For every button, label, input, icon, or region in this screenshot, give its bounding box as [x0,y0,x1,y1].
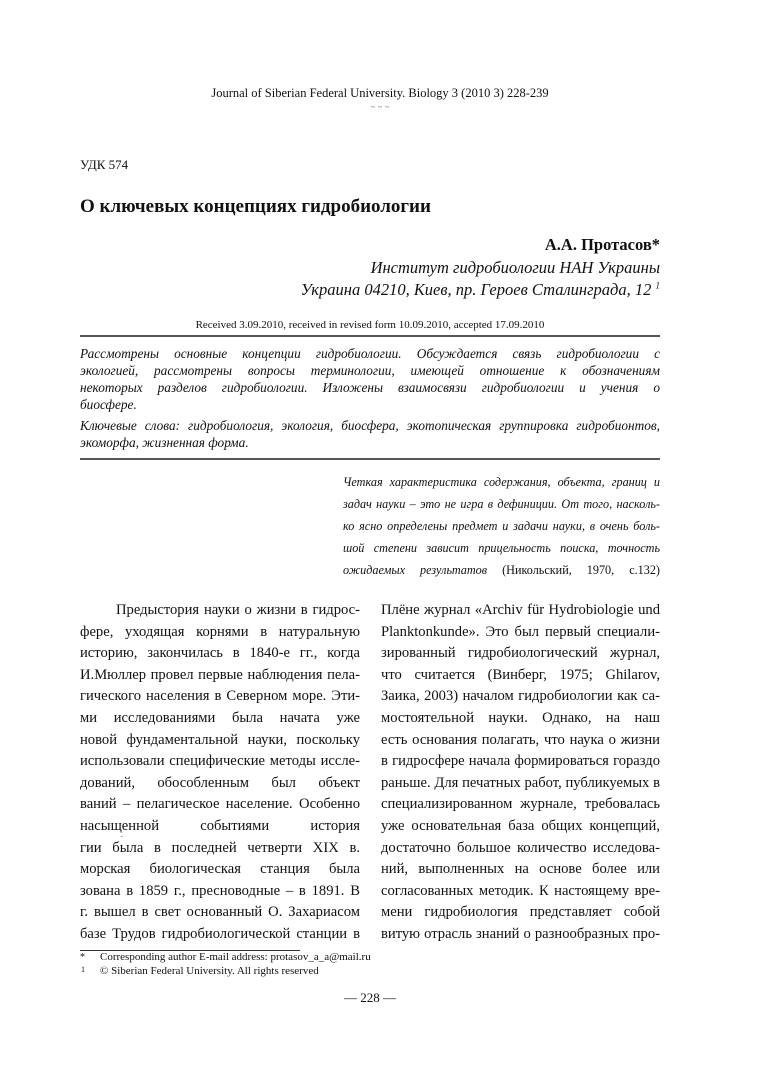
address-text: Украина 04210, Киев, пр. Героев Сталинграда, 12 [300,280,652,299]
abstract-line: Рассмотрены основные концепции гидробиологии. Обсуждается связь гидробиологии с [80,346,660,361]
body-line: Предыстория науки о жизни в гидрос- [116,602,360,618]
body-line: фере, уходящая корнями в натуральную [80,623,360,640]
body-line: базе Трудов гидробиологической станции в [80,926,360,942]
body-line: новой фундаментальной науки, поскольку [80,731,360,748]
body-line: использовали специфические методы иссле- [80,753,360,770]
footnote-mark: * [80,952,85,963]
body-line: Заика, 2003) началом гидробиологии как са- [381,688,660,705]
footnote-email: Corresponding author E-mail address: protasov_a_a@mail.ru [100,951,371,963]
body-line: историю, закончилась в 1840-е гг., когда [80,645,360,662]
body-line: мостоятельной науки. Однако, на наш [381,710,660,726]
body-line: мени гидробиология представляет собой [381,904,660,921]
address [301,280,660,300]
body-line: гического населения в Северном море. Эти- [80,688,360,705]
article-title: О ключевых концепциях гидробиологии [80,196,431,217]
body-line: есть основания полагать, что наука о жизни [381,731,660,748]
epigraph-citation: (Никольский, 1970, с.132) [502,563,660,577]
body-line: ваний – пелагическое население. Особенно [80,796,360,813]
body-line: раньше. Для печатных работ, публикуемых в [381,774,660,791]
footnote-mark: 1 [81,965,85,974]
body-line: Плёне журнал «Archiv für Hydrobiologie und [381,602,660,618]
epigraph-line: Четкая характеристика содержания, объекта, границ и [343,475,660,489]
epigraph-last-italic: ожидаемых результатов [343,563,488,577]
epigraph-last-line [343,563,660,579]
body-line: зированный гидробиологический журнал, [381,645,660,662]
body-line: зована в 1859 г., пресноводные – в 1891. В [80,882,360,899]
abstract-line: биосфере. [80,397,137,412]
body-line: ний, выполненных на основе более или [381,861,660,878]
body-line: согласованных методик. К настоящему вре- [381,882,660,899]
body-line: гии была в последней четверти XIX в. [80,839,360,856]
received-dates: Received 3.09.2010, received in revised form 10.09.2010, accepted 17.09.2010 [195,319,545,331]
footnote-copyright: © Siberian Federal University. All rights reserved [100,965,319,977]
journal-header: Journal of Siberian Federal University. Biology 3 (2010 3) 228-239 [211,86,549,100]
abstract-line: экологией, рассмотрены вопросы терминологии, имеющей отношение к обозначениям [80,363,660,378]
epigraph-line: ко ясно определены предмет и задачи науки, в очень боль- [343,519,660,533]
body-line: специализированном журнале, требовалась [381,796,660,813]
author-name: А.А. Протасов* [544,235,660,254]
body-line: г. вышел в свет основанный О. Захариасом [80,904,360,921]
abstract-line: некоторых разделов гидробиологии. Изложены взаимосвязи гидробиологии и учения о [80,380,660,395]
udc-code: УДК 574 [80,157,129,172]
keywords-line: Ключевые слова: гидробиология, экология, биосфера, экотопическая группировка гидробионтов, [80,418,660,433]
body-line: уже основательная база общих концепций, [381,818,660,834]
body-line: И.Мюллер провел первые наблюдения пела- [80,666,360,683]
body-line: витую отрасль знаний о разнообразных про- [381,926,660,942]
body-line: ми исследованиями была начата уже [80,710,360,726]
affiliation: Институт гидробиологии НАН Украины [370,258,660,277]
header-ornament: ~ ~ ~ [370,102,390,112]
page-number: — 228 — [344,990,396,1005]
body-line: морская биологическая станция была [80,861,360,878]
epigraph-line: задач науки – это не игра в дефиниции. От того, насколь- [343,497,660,511]
body-line: в гидросфере начала формироваться гораздо [381,753,660,770]
body-line: дований, обособленным был объект [80,774,360,791]
abstract-top-rule [80,335,660,337]
abstract-bottom-rule [80,458,660,460]
body-line: что считается (Винберг, 1975; Ghilarov, [381,666,660,683]
body-line: насыщенной событиями история [80,818,360,834]
body-line: достаточно большое количество исследова- [381,839,660,856]
address-footnote-mark: 1 [655,280,660,291]
body-line: Planktonkunde». Это был первый специали- [381,623,660,640]
keywords-line: экоморфа, жизненная форма. [80,435,249,450]
epigraph-line: шой степени зависит прицельность поиска, точность [343,541,660,555]
